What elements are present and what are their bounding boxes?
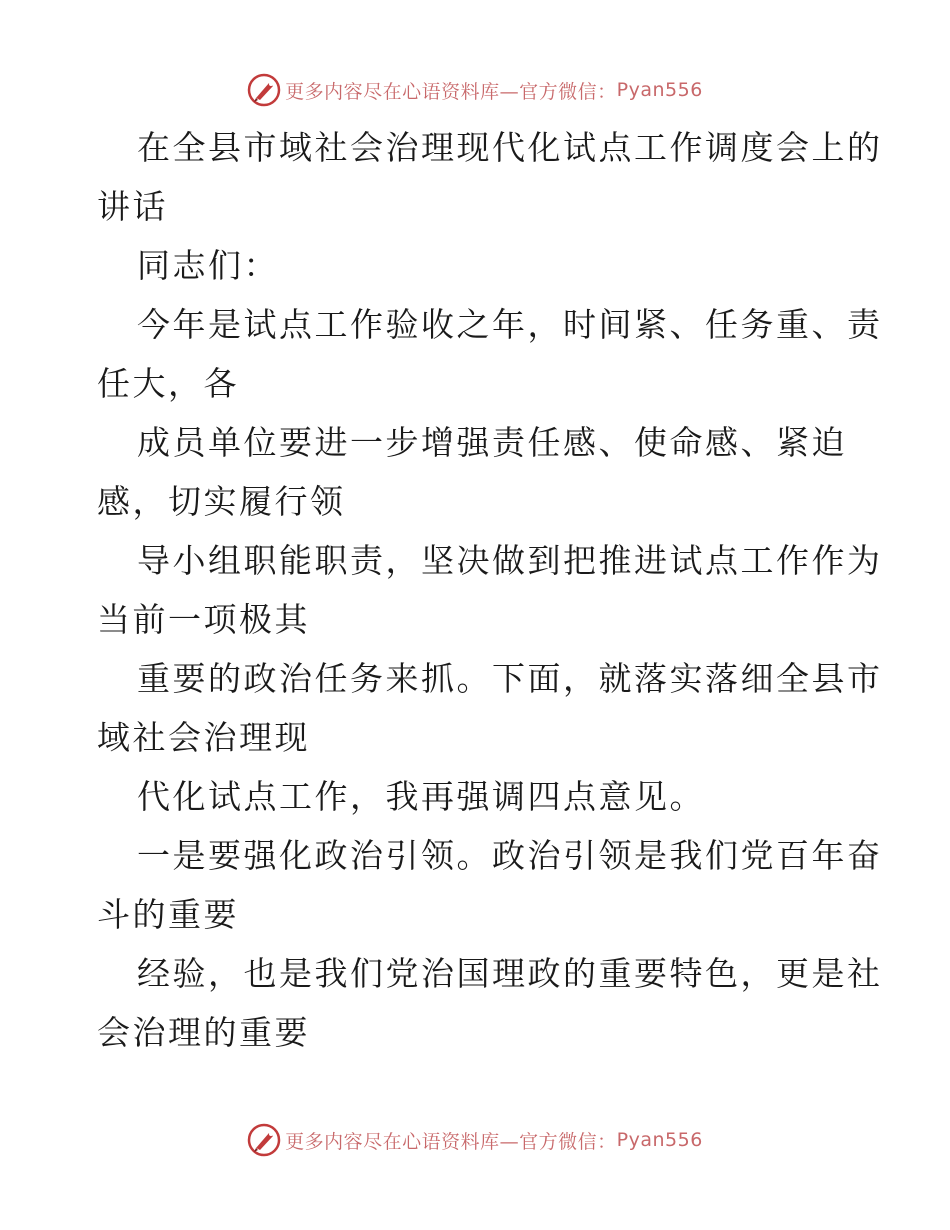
watermark-handle: Pyan556: [616, 79, 703, 101]
text-line: 成员单位要进一步增强责任感、使命感、紧迫: [137, 423, 847, 462]
text-line: 重要的政治任务来抓。下面，就落实落细全县市: [137, 659, 883, 698]
text-line: 感，切实履行领: [97, 482, 346, 521]
title-line: 在全县市域社会治理现代化试点工作调度会上的: [137, 128, 883, 167]
text-line: 会治理的重要: [97, 1013, 310, 1052]
watermark-text: 更多内容尽在心语资料库—官方微信：: [285, 1130, 617, 1153]
salutation: 同志们：: [137, 246, 279, 285]
footer-watermark: [0, 1120, 950, 1160]
text-line: 今年是试点工作验收之年，时间紧、任务重、责: [137, 305, 883, 344]
text-line: 任大，各: [97, 364, 239, 403]
title-line: 讲话: [97, 187, 168, 226]
text-line: 当前一项极其: [97, 600, 310, 639]
pen-logo-icon: [247, 73, 281, 107]
watermark-text: 更多内容尽在心语资料库—官方微信：: [285, 80, 617, 103]
text-line: 斗的重要: [97, 895, 239, 934]
text-line: 代化试点工作，我再强调四点意见。: [137, 777, 705, 816]
text-line: 一是要强化政治引领。政治引领是我们党百年奋: [137, 836, 883, 875]
header-watermark: [0, 70, 950, 110]
text-line: 域社会治理现: [97, 718, 310, 757]
document-body: [97, 118, 883, 1062]
watermark-handle: Pyan556: [616, 1129, 703, 1151]
pen-logo-icon: [247, 1123, 281, 1157]
text-line: 导小组职能职责，坚决做到把推进试点工作作为: [137, 541, 883, 580]
text-line: 经验，也是我们党治国理政的重要特色，更是社: [137, 954, 883, 993]
